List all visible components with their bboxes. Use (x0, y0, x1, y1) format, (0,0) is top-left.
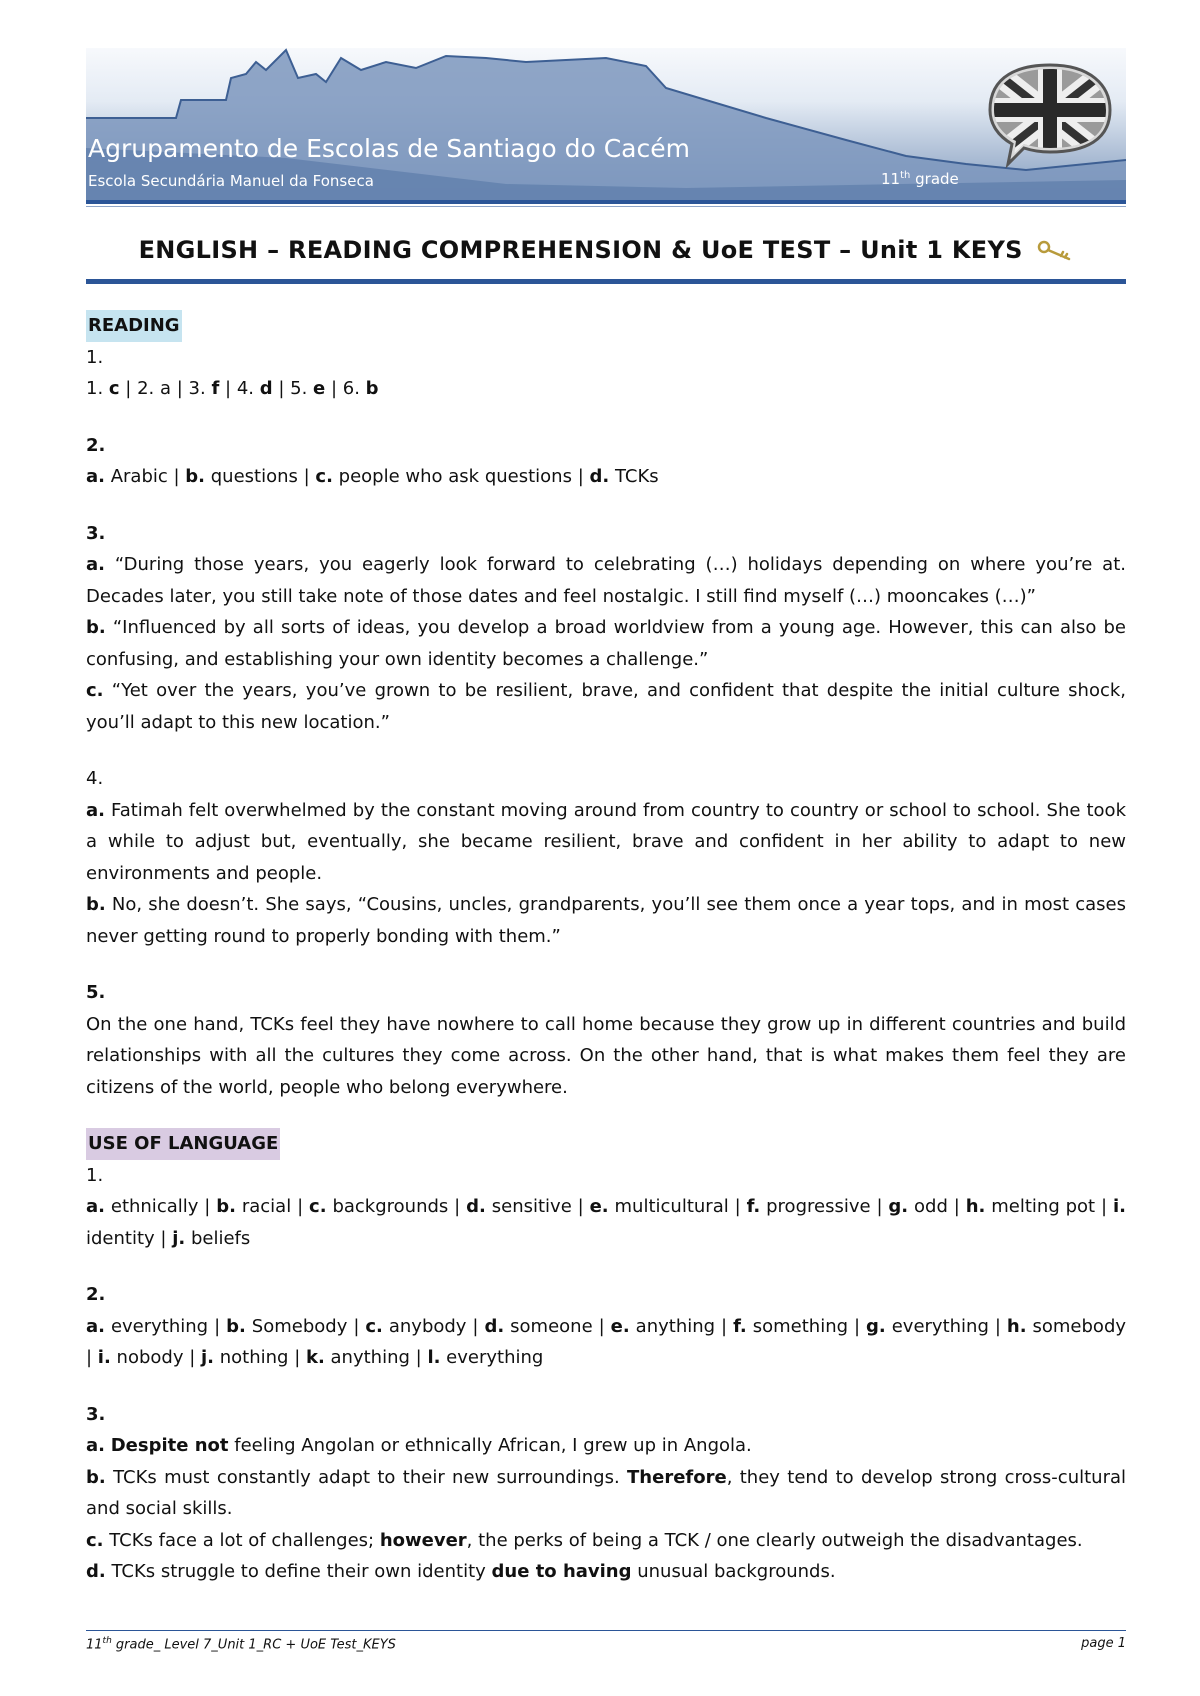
footer-document-name: 11th grade_ Level 7_Unit 1_RC + UoE Test_KEYS (86, 1636, 396, 1653)
uol-q3-answer-d: d. TCKs struggle to define their own identity due to having unusual backgrounds. (86, 1561, 836, 1582)
uol-q2-answers: a. everything | b. Somebody | c. anybody | d. someone | e. anything | f. something | g. everything | h. somebody | i. nobody | j. nothing | k. anything | l. everything (86, 1315, 1127, 1368)
reading-q5-answer: On the one hand, TCKs feel they have nowhere to call home because they grow up in different countries and build relationships with all the cultures they come across. On the other hand, that is what makes them feel they are citizens of the world, people who belong everywhere. (86, 1013, 1126, 1098)
question-number: 4. (86, 768, 104, 789)
reading-q1-answers: 1. c | 2. a | 3. f | 4. d | 5. e | 6. b (86, 378, 379, 399)
answer-key-body (86, 310, 1126, 1588)
question-number: 1. (86, 346, 104, 368)
header-rule (86, 200, 1126, 204)
reading-q2-answers: a. Arabic | b. questions | c. people who ask questions | d. TCKs (86, 466, 659, 487)
header-banner (86, 48, 1126, 200)
reading-q3-answer-b: b. “Influenced by all sorts of ideas, you develop a broad worldview from a young age. However, this can also be confusing, and establishing your own identity becomes a challenge.” (86, 617, 1126, 670)
uol-q3-answer-b: b. TCKs must constantly adapt to their new surroundings. Therefore, they tend to develop strong cross-cultural and social skills. (86, 1466, 1126, 1519)
footer-page-number: page 1 (1081, 1636, 1126, 1651)
question-number: 3. (86, 1403, 106, 1425)
title-rule (86, 279, 1126, 284)
question-number: 1. (86, 1164, 104, 1186)
question-number: 2. (86, 1284, 106, 1305)
uol-q1-answers: a. ethnically | b. racial | c. backgrounds | d. sensitive | e. multicultural | f. progressive | g. odd | h. melting pot | i. identity | j. beliefs (86, 1196, 1126, 1249)
reading-q4-answer-b: b. No, she doesn’t. She says, “Cousins, uncles, grandparents, you’ll see them once a year tops, and in most cases never getting round to properly bonding with them.” (86, 894, 1126, 947)
reading-q4-answer-a: a. Fatimah felt overwhelmed by the constant moving around from country to country or school to school. She took a while to adjust but, eventually, she became resilient, brave and confident in her ability to adapt to new environments and people. (86, 799, 1126, 884)
question-number: 3. (86, 522, 106, 544)
key-icon (1037, 240, 1073, 262)
header-rule-thin (86, 206, 1126, 207)
reading-q3-answer-a: a. “During those years, you eagerly look forward to celebrating (…) holidays depending on where you’re at. Decades later, you still take note of those dates and feel nostalgic. I still find myself (…) mooncakes (…)” (86, 554, 1126, 607)
page-title: ENGLISH – READING COMPREHENSION & UoE TEST – Unit 1 KEYS (86, 236, 1126, 264)
uk-flag-speech-bubble-icon (980, 60, 1120, 170)
school-name: Agrupamento de Escolas de Santiago do Cacém (88, 134, 690, 163)
grade-label: 11th grade (881, 170, 959, 188)
section-heading-use-of-language: USE OF LANGUAGE (86, 1128, 280, 1160)
question-number: 5. (86, 982, 106, 1003)
footer-rule (86, 1630, 1126, 1631)
section-heading-reading: READING (86, 310, 182, 342)
uol-q3-answer-a: a. Despite not feeling Angolan or ethnically African, I grew up in Angola. (86, 1435, 752, 1456)
reading-q3-answer-c: c. “Yet over the years, you’ve grown to be resilient, brave, and confident that despite the initial culture shock, you’ll adapt to this new location.” (86, 680, 1126, 733)
school-subtitle: Escola Secundária Manuel da Fonseca (88, 172, 374, 190)
question-number: 2. (86, 434, 106, 456)
uol-q3-answer-c: c. TCKs face a lot of challenges; however, the perks of being a TCK / one clearly outweigh the disadvantages. (86, 1529, 1083, 1551)
